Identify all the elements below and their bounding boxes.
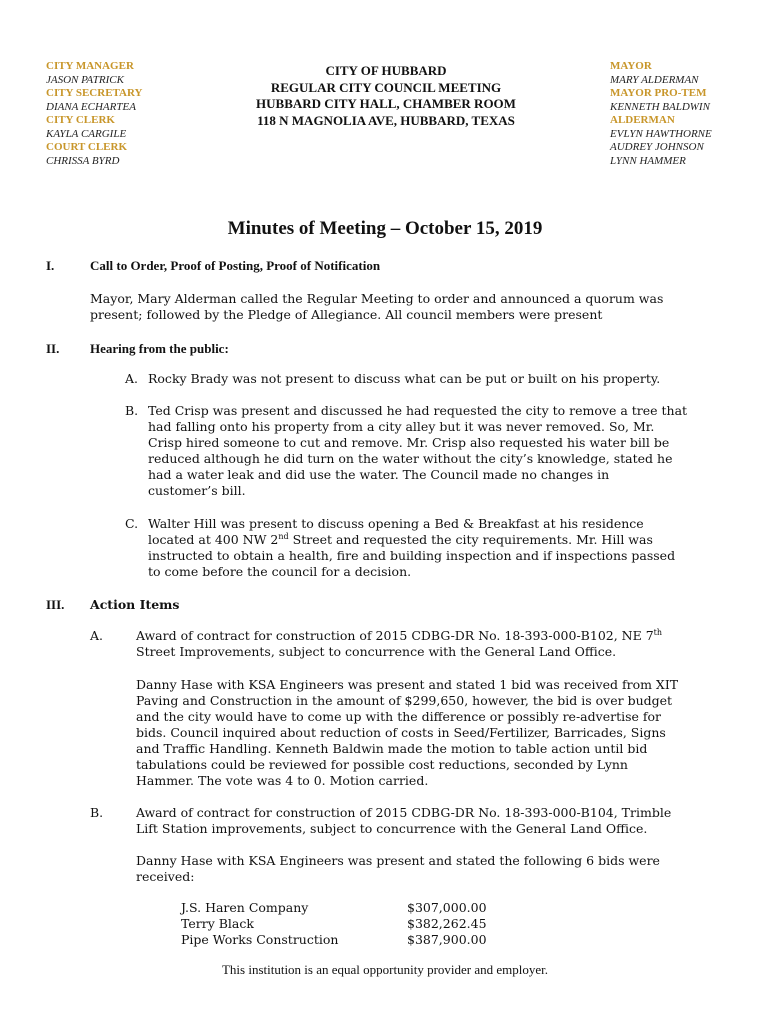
paragraph-line: Street Improvements, subject to concurrence with the General Land Office. — [136, 644, 617, 659]
ordinal-suffix: th — [653, 627, 663, 637]
alderman-title: ALDERMAN — [610, 114, 675, 126]
bid-amount: $307,000.00 — [407, 900, 487, 915]
action-item-detail — [136, 853, 660, 885]
paragraph-line: bids. Council inquired about reduction of costs in Seed/Fertilizer, Barricades, Signs — [136, 725, 666, 740]
paragraph-line: and the city would have to come up with the difference or possibly re-advertise for — [136, 709, 662, 724]
meeting-address: 118 N MAGNOLIA AVE, HUBBARD, TEXAS — [257, 112, 515, 128]
meeting-location: HUBBARD CITY HALL, CHAMBER ROOM — [256, 96, 516, 111]
footer-notice: This institution is an equal opportunity provider and employer. — [221, 962, 549, 977]
paragraph-line: reduced although he did turn on the water without the city’s knowledge, stated he — [148, 451, 673, 466]
ordinal-suffix: nd — [278, 531, 289, 541]
paragraph-line: Hammer. The vote was 4 to 0. Motion carried. — [136, 773, 429, 788]
mayor-pro-tem-title: MAYOR PRO-TEM — [610, 87, 707, 99]
meeting-type: REGULAR CITY COUNCIL MEETING — [270, 79, 502, 95]
paragraph-line: Crisp hired someone to cut and remove. Mr. Crisp also requested his water bill be — [148, 435, 670, 450]
court-clerk-title: COURT CLERK — [46, 141, 128, 153]
paragraph-line: Paving and Construction in the amount of $299,650, however, the bid is over budget — [136, 693, 673, 708]
paragraph-line: Mayor, Mary Alderman called the Regular Meeting to order and announced a quorum was — [90, 291, 664, 306]
mayor-pro-tem-name: KENNETH BALDWIN — [610, 100, 710, 113]
text-run: located at 400 NW 2 — [148, 532, 279, 547]
city-manager-title: CITY MANAGER — [46, 60, 134, 72]
bidder-name: Pipe Works Construction — [181, 932, 339, 947]
section-number: I. — [46, 258, 55, 273]
list-item — [148, 516, 675, 580]
paragraph-line: Ted Crisp was present and discussed he had requested the city to remove a tree that — [148, 403, 688, 418]
alderman-name: LYNN HAMMER — [610, 154, 686, 167]
paragraph-line: received: — [136, 869, 195, 884]
paragraph-line: Lift Station improvements, subject to concurrence with the General Land Office. — [136, 821, 648, 836]
list-item-letter: C. — [125, 516, 139, 531]
action-item-detail — [136, 677, 678, 789]
letterhead-center — [236, 63, 536, 129]
section-paragraph — [90, 291, 663, 323]
alderman-name: AUDREY JOHNSON — [610, 141, 704, 153]
paragraph-line — [148, 532, 675, 548]
paragraph-line: had falling onto his property from a city alley but it was never removed. So, Mr. — [148, 419, 655, 434]
list-item — [148, 403, 687, 499]
text-run: Award of contract for construction of 2015 CDBG-DR No. 18-393-000-B102, NE 7 — [136, 628, 654, 643]
section-heading: Call to Order, Proof of Posting, Proof of Notification — [90, 258, 381, 273]
section-number: II. — [46, 341, 60, 356]
bid-amount: $382,262.45 — [407, 916, 487, 931]
paragraph-line: Award of contract for construction of 2015 CDBG-DR No. 18-393-000-B104, Trimble — [136, 805, 672, 820]
paragraph-line: Rocky Brady was not present to discuss what can be put or built on his property. — [148, 371, 661, 386]
court-clerk-name: CHRISSA BYRD — [46, 154, 120, 167]
mayor-name: MARY ALDERMAN — [610, 73, 699, 86]
city-clerk-title: CITY CLERK — [46, 114, 115, 126]
city-clerk-name: KAYLA CARGILE — [46, 127, 127, 140]
document-title: Minutes of Meeting – October 15, 2019 — [227, 218, 543, 239]
section-heading: Hearing from the public: — [90, 341, 229, 356]
city-secretary-title: CITY SECRETARY — [46, 87, 143, 99]
city-secretary-name: DIANA ECHARTEA — [46, 100, 136, 113]
section-number: III. — [46, 597, 65, 612]
paragraph-line: had a water leak and did use the water. The Council made no changes in — [148, 467, 610, 482]
paragraph-line: present; followed by the Pledge of Allegiance. All council members were present — [90, 307, 603, 322]
city-name: CITY OF HUBBARD — [325, 63, 447, 78]
action-item-title — [136, 805, 671, 837]
letterhead-right-council — [610, 60, 712, 168]
list-item-letter: A. — [90, 628, 104, 643]
bidder-name: J.S. Haren Company — [181, 900, 309, 915]
letterhead-left-staff — [46, 60, 143, 168]
paragraph-line: Danny Hase with KSA Engineers was present and stated 1 bid was received from XIT — [136, 677, 679, 692]
bidder-name: Terry Black — [181, 916, 254, 931]
alderman-name: EVLYN HAWTHORNE — [610, 127, 712, 140]
paragraph-line: customer’s bill. — [148, 483, 246, 498]
list-item-letter: B. — [90, 805, 104, 820]
list-item-letter: B. — [125, 403, 139, 418]
paragraph-line: to come before the council for a decision. — [148, 564, 412, 579]
paragraph-line: and Traffic Handling. Kenneth Baldwin made the motion to table action until bid — [136, 741, 648, 756]
bid-row — [181, 900, 521, 916]
city-manager-name: JASON PATRICK — [46, 73, 124, 86]
paragraph-line: Danny Hase with KSA Engineers was present and stated the following 6 bids were — [136, 853, 660, 868]
paragraph-line — [136, 628, 662, 644]
mayor-title: MAYOR — [610, 60, 652, 72]
bid-amount: $387,900.00 — [407, 932, 487, 947]
bid-row — [181, 916, 521, 932]
action-item-title — [136, 628, 662, 660]
paragraph-line: tabulations could be reviewed for possible cost reductions, seconded by Lynn — [136, 757, 628, 772]
paragraph-line: instructed to obtain a health, fire and building inspection and if inspections passed — [148, 548, 676, 563]
list-item — [148, 371, 660, 387]
paragraph-line: Walter Hill was present to discuss opening a Bed & Breakfast at his residence — [148, 516, 644, 531]
bid-row — [181, 932, 521, 948]
text-run: Street and requested the city requirements. Mr. Hill was — [288, 532, 653, 547]
list-item-letter: A. — [125, 371, 139, 386]
bid-list — [181, 900, 521, 948]
section-heading: Action Items — [90, 597, 180, 612]
